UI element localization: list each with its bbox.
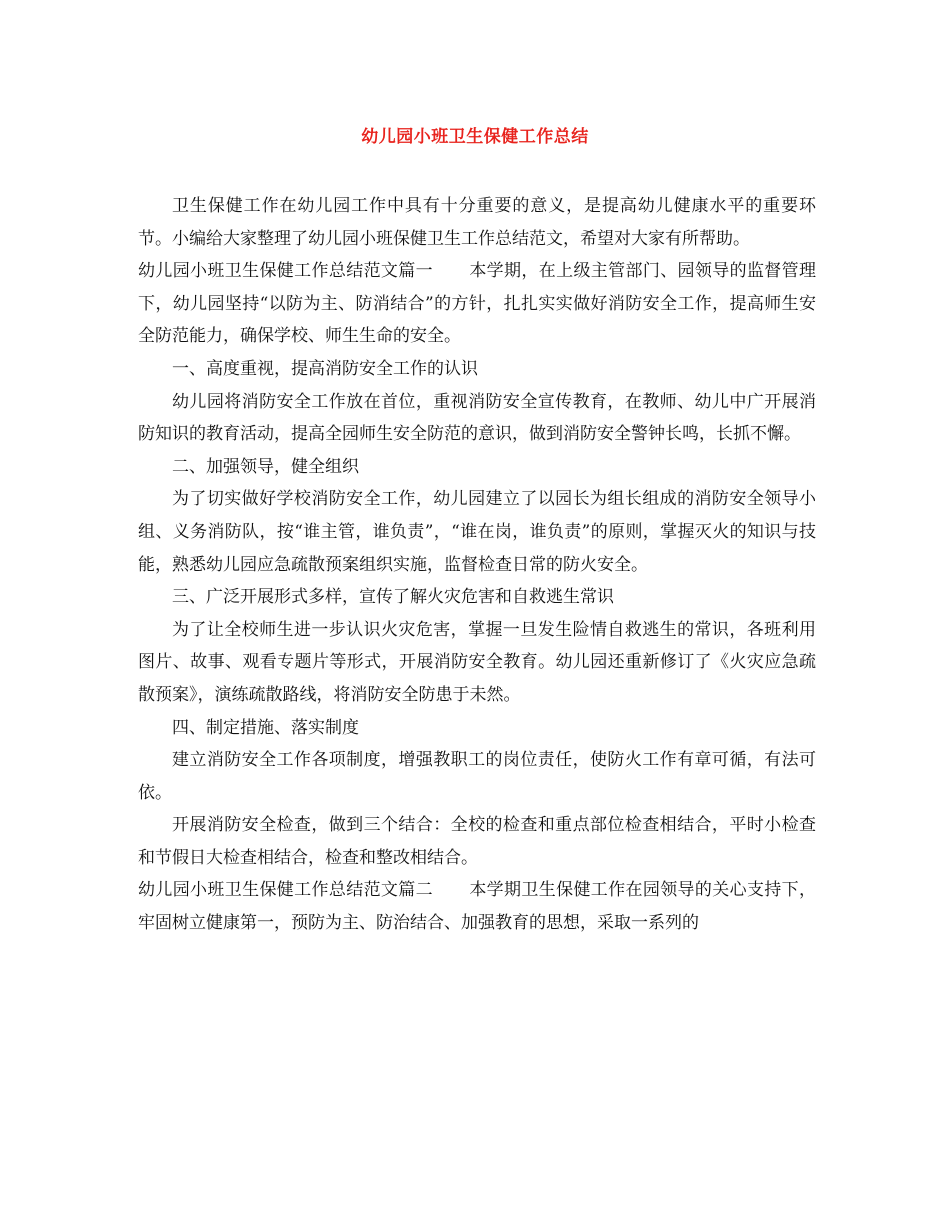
section-one-heading: 幼儿园小班卫生保健工作总结范文篇一 — [138, 261, 433, 282]
subheading-four: 四、制定措施、落实制度 — [172, 717, 359, 738]
section-two-paragraph — [138, 874, 816, 939]
paragraph-four-b: 开展消防安全检查，做到三个结合：全校的检查和重点部位检查相结合，平时小检查和节假日大检查相结合，检查和整改相结合。 — [138, 815, 816, 868]
intro-paragraph: 卫生保健工作在幼儿园工作中具有十分重要的意义，是提高幼儿健康水平的重要环节。小编给大家整理了幼儿园小班保健卫生工作总结范文，希望对大家有所帮助。 — [138, 196, 816, 249]
document-title: 幼儿园小班卫生保健工作总结 — [361, 127, 589, 147]
subheading-one: 一、高度重视，提高消防安全工作的认识 — [172, 358, 478, 379]
section-one-text: 本学期，在上级主管部门、园领导的监督管理下，幼儿园坚持“以防为主、防消结合”的方针，扎扎实实做好消防安全工作，提高师生安全防范能力，确保学校、师生生命的安全。 — [138, 261, 817, 347]
paragraph-one: 幼儿园将消防安全工作放在首位，重视消防安全宣传教育，在教师、幼儿中广开展消防知识的教育活动，提高全园师生安全防范的意识，做到消防安全警钟长鸣，长抓不懈。 — [138, 391, 816, 445]
document-body — [138, 190, 816, 940]
section-two-text: 本学期卫生保健工作在园领导的关心支持下，牢固树立健康第一，预防为主、防治结合、加强教育的思想，采取一系列的 — [138, 880, 817, 934]
paragraph-two: 为了切实做好学校消防安全工作，幼儿园建立了以园长为组长组成的消防安全领导小组、义务消防队，按“谁主管，谁负责”，“谁在岗，谁负责”的原则，掌握灭火的知识与技能，熟悉幼儿园应急疏散预案组织实施，监督检查日常的防火安全。 — [138, 489, 816, 575]
section-two-heading: 幼儿园小班卫生保健工作总结范文篇二 — [138, 880, 433, 901]
section-one-paragraph — [138, 255, 816, 353]
paragraph-three: 为了让全校师生进一步认识火灾危害，掌握一旦发生险情自救逃生的常识，各班利用图片、故事、观看专题片等形式，开展消防安全教育。幼儿园还重新修订了《火灾应急疏散预案》，演练疏散路线，将消防安全防患于未然。 — [138, 619, 816, 705]
subheading-three: 三、广泛开展形式多样，宣传了解火灾危害和自救逃生常识 — [172, 587, 614, 608]
paragraph-four-a: 建立消防安全工作各项制度，增强教职工的岗位责任，使防火工作有章可循，有法可依。 — [138, 750, 816, 803]
subheading-two: 二、加强领导，健全组织 — [172, 456, 359, 477]
